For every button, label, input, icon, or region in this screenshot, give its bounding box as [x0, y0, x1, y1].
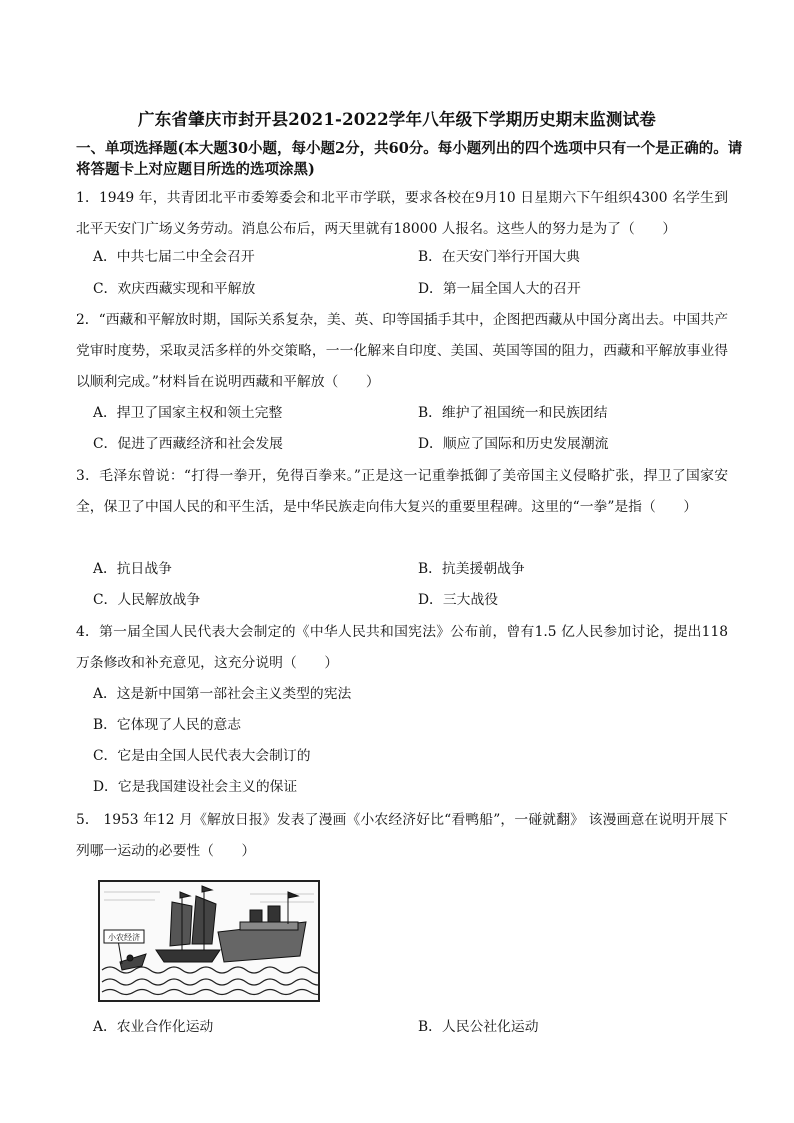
question-1-option-d: D．第一届全国人大的召开	[418, 281, 581, 297]
cartoon-drawing	[100, 882, 318, 1000]
question-3-option-a: A．抗日战争	[93, 561, 172, 577]
question-2-option-b: B．维护了祖国统一和民族团结	[418, 405, 608, 421]
question-5-option-b: B．人民公社化运动	[418, 1019, 539, 1035]
exam-title: 广东省肇庆市封开县2021-2022学年八年级下学期历史期末监测试卷	[138, 110, 656, 129]
steamship	[218, 892, 306, 962]
question-4-option-b: B．它体现了人民的意志	[93, 717, 242, 733]
question-1-option-a: A．中共七届二中全会召开	[93, 249, 255, 265]
question-2-option-d: D．顺应了国际和历史发展潮流	[418, 436, 609, 452]
question-1-option-b: B．在天安门举行开国大典	[418, 249, 580, 265]
question-2-stem: 2．“西藏和平解放时期，国际关系复杂，美、英、印等国插手其中，企图把西藏从中国分离出去。中国共产党审时度势，采取灵活多样的外交策略，一一化解来自印度、美国、英国等国的阻力，西藏和平解放事业得以顺利完成。”材料旨在说明西藏和平解放（ ）	[76, 312, 728, 390]
section-heading: 一、单项选择题(本大题30小题，每小题2分，共60分。每小题列出的四个选项中只有一个是正确的。请将答题卡上对应题目所选的选项涂黑)	[76, 140, 743, 178]
question-4-stem: 4．第一届全国人民代表大会制定的《中华人民共和国宪法》公布前，曾有1.5 亿人民参加讨论，提出118 万条修改和补充意见，这充分说明（ ）	[76, 624, 728, 671]
question-4-option-c: C．它是由全国人民代表大会制订的	[93, 748, 311, 764]
question-3-option-b: B．抗美援朝战争	[418, 561, 525, 577]
question-4-option-d: D．它是我国建设社会主义的保证	[93, 779, 298, 795]
cartoon-illustration	[98, 880, 320, 1002]
question-2-option-c: C．促进了西藏经济和社会发展	[93, 436, 283, 452]
junk-ship	[156, 886, 220, 962]
question-2-option-a: A．捍卫了国家主权和领土完整	[93, 405, 283, 421]
question-5-option-a: A．农业合作化运动	[93, 1019, 214, 1035]
capsized-boat	[118, 940, 146, 970]
question-3-stem: 3．毛泽东曾说：“打得一拳开，免得百拳来。”正是这一记重拳抵御了美帝国主义侵略扩张，捍卫了国家安全，保卫了中国人民的和平生活，是中华民族走向伟大复兴的重要里程碑。这里的“一拳”是指（ ）	[76, 468, 728, 515]
cartoon-label: 小农经济	[108, 933, 140, 942]
question-5-stem: 5． 1953 年12 月《解放日报》发表了漫画《小农经济好比“看鸭船”，一碰就翻》 该漫画意在说明开展下列哪一运动的必要性（ ）	[76, 812, 728, 859]
question-1-option-c: C．欢庆西藏实现和平解放	[93, 281, 256, 297]
question-3-option-c: C．人民解放战争	[93, 592, 201, 608]
question-4-option-a: A．这是新中国第一部社会主义类型的宪法	[93, 686, 352, 702]
question-1-stem: 1．1949 年，共青团北平市委筹委会和北平市学联，要求各校在9月10 日星期六下午组织4300 名学生到北平天安门广场义务劳动。消息公布后，两天里就有18000 人报名。这些人的努力是为了（ ）	[76, 190, 728, 237]
question-3-option-d: D．三大战役	[418, 592, 499, 608]
